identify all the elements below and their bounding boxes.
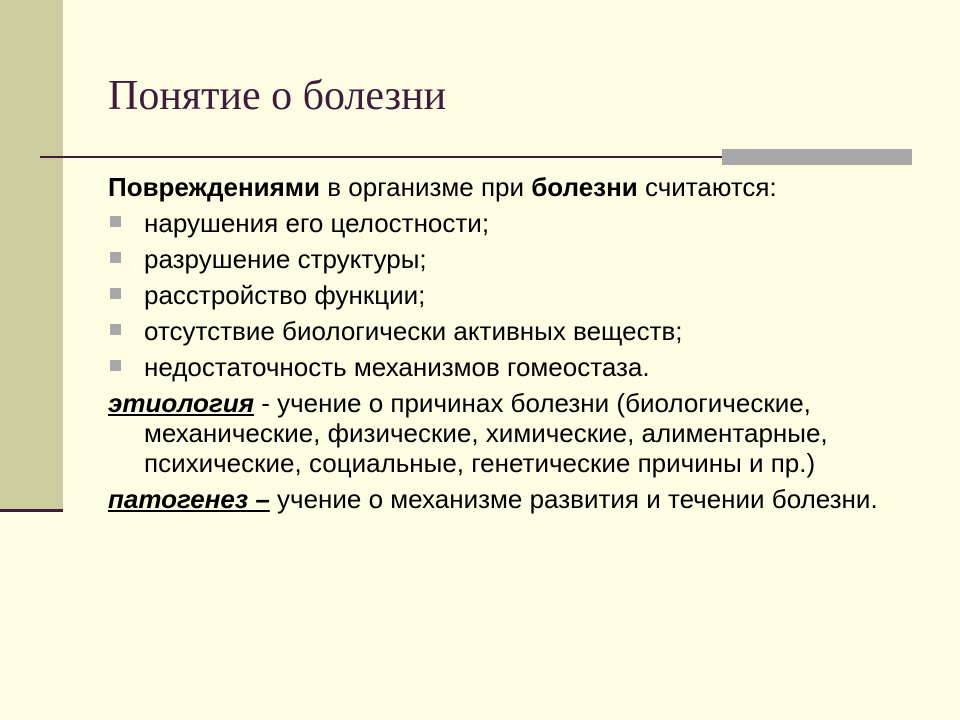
- intro-text: в организме при: [320, 172, 532, 202]
- accent-block: [722, 149, 912, 165]
- etiology-text: - учение о причинах болезни (биологические, механические, физические, химические, алиментарные, психические, социальные, генетические причины и пр.): [144, 388, 828, 478]
- list-item-text: расстройство функции;: [144, 280, 426, 310]
- list-item: [108, 352, 938, 382]
- list-item: [108, 280, 938, 310]
- square-bullet-icon: [110, 288, 121, 299]
- intro-bold-term: Повреждениями: [108, 172, 321, 202]
- list-item-text: разрушение структуры;: [144, 244, 427, 274]
- slide-body: [108, 172, 938, 520]
- etiology-term: этиология: [108, 388, 255, 418]
- damage-list: [108, 208, 938, 382]
- pathogenesis-term: патогенез –: [108, 484, 270, 514]
- list-item: [108, 316, 938, 346]
- side-decor-rule: [0, 509, 63, 512]
- etiology-paragraph: [108, 388, 938, 478]
- list-item-text: нарушения его целостности;: [144, 208, 490, 238]
- square-bullet-icon: [110, 324, 121, 335]
- intro-text-end: считаются:: [637, 172, 777, 202]
- list-item: [108, 208, 938, 238]
- list-item: [108, 244, 938, 274]
- slide-title: Понятие о болезни: [108, 73, 447, 119]
- intro-paragraph: [108, 172, 938, 202]
- list-item-text: отсутствие биологически активных веществ;: [144, 316, 683, 346]
- side-decor-bar: [0, 0, 63, 511]
- pathogenesis-paragraph: [108, 484, 938, 514]
- square-bullet-icon: [110, 216, 121, 227]
- intro-bold-disease: болезни: [531, 172, 638, 202]
- pathogenesis-text: учение о механизме развития и течении болезни.: [269, 484, 878, 514]
- list-item-text: недостаточность механизмов гомеостаза.: [144, 352, 650, 382]
- square-bullet-icon: [110, 252, 121, 263]
- square-bullet-icon: [110, 360, 121, 371]
